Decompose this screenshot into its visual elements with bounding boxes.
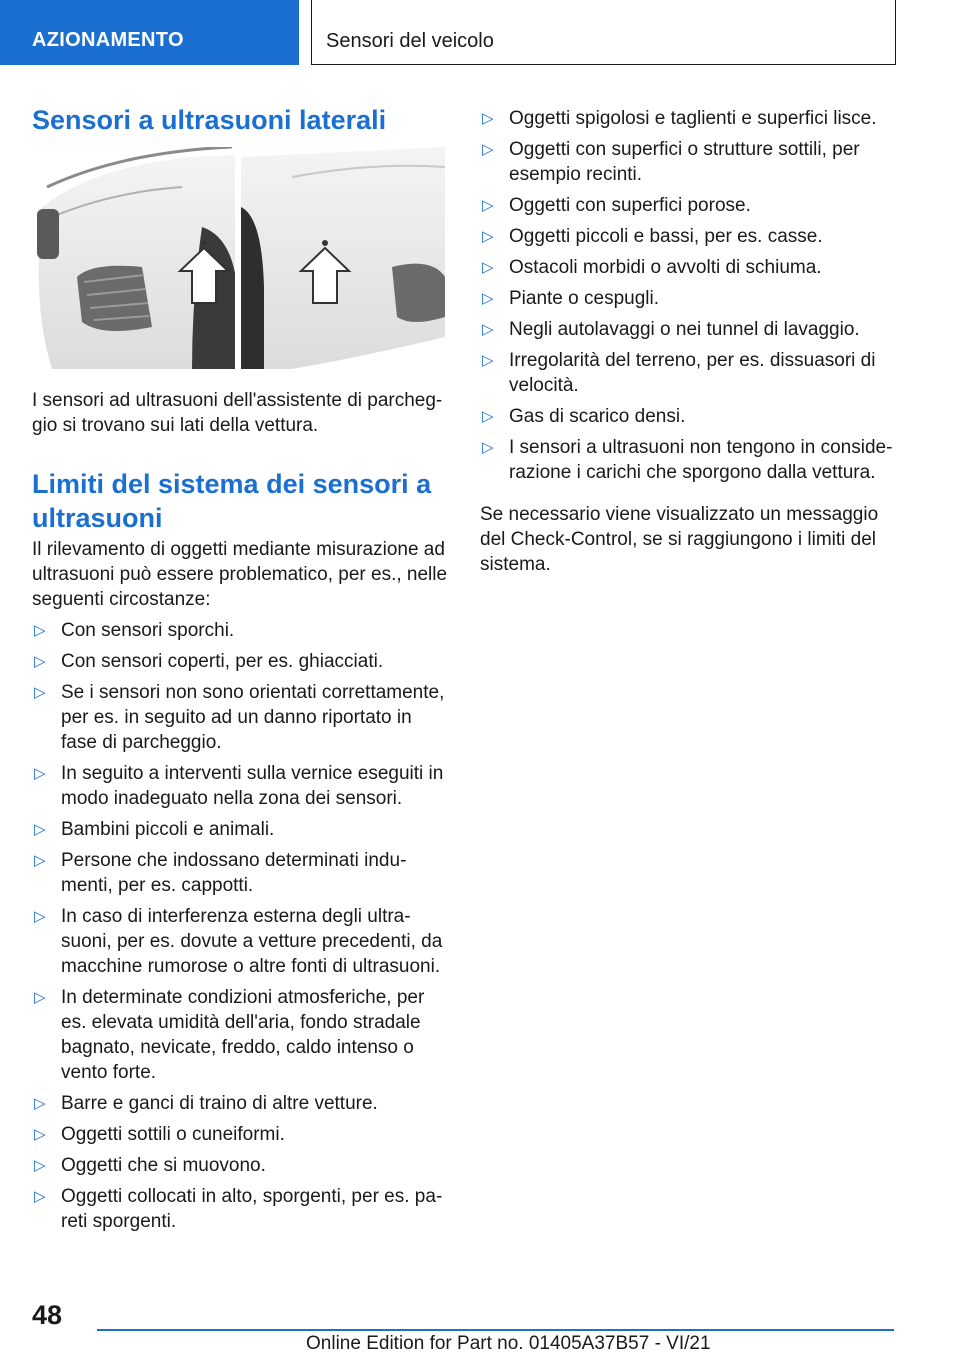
triangle-arrow-icon: ▷ (34, 684, 46, 701)
list-item: ▷ Oggetti che si muovono. (34, 1155, 266, 1176)
limits-intro: Il rilevamento di oggetti mediante misurazione ad ultrasuoni può essere problematico, per es., nelle seguenti circostanze: (32, 539, 448, 610)
section-title: Sensori del veicolo (326, 30, 494, 52)
list-item: ▷ I sensori a ultrasuoni non tengono in considerazione i carichi che sporgono dalla vettura. (482, 437, 893, 483)
check-control-note: Se necessario viene visualizzato un messaggio del Check-Control, se si raggiungono i limiti del sistema. (480, 504, 879, 575)
triangle-arrow-icon: ▷ (482, 439, 494, 456)
heading-lateral-sensors: Sensori a ultrasuoni laterali (32, 105, 387, 135)
triangle-arrow-icon: ▷ (34, 1126, 46, 1143)
list-item: ▷ In determinate condizioni atmosferiche, per es. elevata umidità dell'aria, fondo stradale bagnato, nevicate, freddo, caldo intenso o vento forte. (34, 987, 425, 1083)
triangle-arrow-icon: ▷ (34, 1095, 46, 1112)
list-item: ▷ Persone che indossano determinati indumenti, per es. cappotti. (34, 850, 407, 896)
limits-list-left (32, 618, 450, 1240)
list-item: ▷ Con sensori sporchi. (34, 620, 235, 641)
list-item: ▷ Oggetti con superfici o strutture sottili, per esempio recinti. (482, 139, 860, 185)
triangle-arrow-icon: ▷ (34, 622, 46, 639)
list-item: ▷ Piante o cespugli. (482, 288, 659, 309)
edition-note: Online Edition for Part no. 01405A37B57 - VI/21 (306, 1333, 711, 1354)
triangle-arrow-icon: ▷ (482, 197, 494, 214)
footer-divider (97, 1329, 894, 1331)
list-item: ▷ Oggetti con superfici porose. (482, 195, 751, 216)
list-item: ▷ Bambini piccoli e animali. (34, 819, 275, 840)
list-item: ▷ Irregolarità del terreno, per es. dissuasori di velocità. (482, 350, 876, 396)
list-item: ▷ In caso di interferenza esterna degli ultrasuoni, per es. dovute a vetture precedenti, da macchine rumorose o altre fonti di ultrasuoni. (34, 906, 443, 977)
triangle-arrow-icon: ▷ (482, 110, 494, 127)
limits-list-right (480, 106, 896, 491)
list-item: ▷ Ostacoli morbidi o avvolti di schiuma. (482, 257, 822, 278)
triangle-arrow-icon: ▷ (34, 989, 46, 1006)
sensor-location-caption: I sensori ad ultrasuoni dell'assistente di parcheggio si trovano sui lati della vettura. (32, 390, 443, 436)
triangle-arrow-icon: ▷ (34, 821, 46, 838)
triangle-arrow-icon: ▷ (34, 1188, 46, 1205)
triangle-arrow-icon: ▷ (482, 259, 494, 276)
list-item: ▷ Oggetti spigolosi e taglienti e superfici lisce. (482, 108, 877, 129)
triangle-arrow-icon: ▷ (34, 1157, 46, 1174)
list-item: ▷ Oggetti collocati in alto, sporgenti, per es. pareti sporgenti. (34, 1186, 443, 1232)
triangle-arrow-icon: ▷ (34, 852, 46, 869)
triangle-arrow-icon: ▷ (34, 908, 46, 925)
list-item: ▷ In seguito a interventi sulla vernice eseguiti in modo inadeguato nella zona dei sensori. (34, 763, 444, 809)
triangle-arrow-icon: ▷ (482, 290, 494, 307)
section-header (311, 0, 896, 65)
triangle-arrow-icon: ▷ (482, 408, 494, 425)
triangle-arrow-icon: ▷ (482, 141, 494, 158)
list-item: ▷ Con sensori coperti, per es. ghiacciati. (34, 651, 384, 672)
triangle-arrow-icon: ▷ (34, 653, 46, 670)
side-sensors-illustration (32, 147, 445, 369)
list-item: ▷ Oggetti sottili o cuneiformi. (34, 1124, 285, 1145)
triangle-arrow-icon: ▷ (482, 228, 494, 245)
heading-system-limits: Limiti del sistema dei sensori a ultrasuoni (32, 469, 432, 533)
list-item: ▷ Se i sensori non sono orientati correttamente, per es. in seguito ad un danno riportato in fase di parcheggio. (34, 682, 445, 753)
triangle-arrow-icon: ▷ (482, 352, 494, 369)
triangle-arrow-icon: ▷ (34, 765, 46, 782)
triangle-arrow-icon: ▷ (482, 321, 494, 338)
list-item: ▷ Barre e ganci di traino di altre vetture. (34, 1093, 378, 1114)
chapter-title: AZIONAMENTO (32, 29, 184, 51)
list-item: ▷ Negli autolavaggi o nei tunnel di lavaggio. (482, 319, 860, 340)
list-item: ▷ Gas di scarico densi. (482, 406, 686, 427)
list-item: ▷ Oggetti piccoli e bassi, per es. casse. (482, 226, 823, 247)
chapter-tab (0, 0, 299, 65)
page-number: 48 (32, 1300, 63, 1330)
